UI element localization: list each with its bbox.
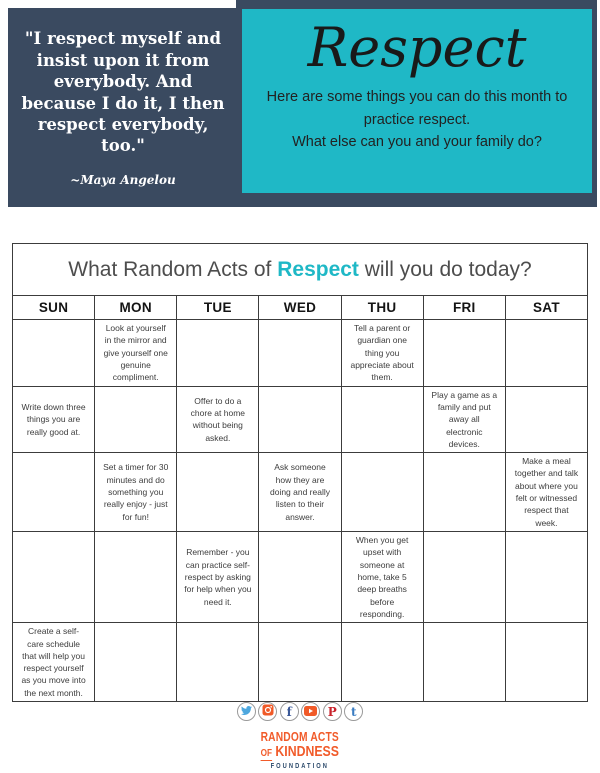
banner-line-2: What else can you and your family do? [292, 134, 542, 151]
quote-attribution: ~Maya Angelou [70, 172, 176, 187]
calendar-cell [177, 320, 259, 387]
calendar-cell [259, 320, 341, 387]
calendar-cell [505, 320, 587, 387]
banner-line-1: Here are some things you can do this month to practice respect. [266, 89, 568, 128]
rak-foundation-logo [0, 731, 600, 773]
calendar-week-row [13, 453, 588, 532]
logo-foundation: FOUNDATION [270, 763, 330, 770]
respect-calendar [12, 243, 588, 702]
calendar-title-suffix: will you do today? [358, 257, 532, 281]
calendar-cell: Create a self-care schedule that will help you respect yourself as you move into the next month. [13, 623, 95, 702]
quote-text: "I respect myself and insist upon it from everybody. And because I do it, I then respect everybody, too." [21, 29, 225, 156]
calendar-cell: Play a game as a family and put away all electronic devices. [423, 386, 505, 453]
facebook-icon: f [286, 704, 292, 719]
calendar-cell: Write down three things you are really good at. [13, 386, 95, 453]
day-header-fri: FRI [423, 296, 505, 320]
calendar-title-highlight: Respect [277, 257, 359, 281]
logo-of-kindness [261, 744, 339, 761]
calendar-cell [423, 320, 505, 387]
calendar-cell [423, 532, 505, 623]
calendar-cell: Remember - you can practice self-respect by asking for help when you need it. [177, 532, 259, 623]
day-header-thu: THU [341, 296, 423, 320]
calendar-cell [13, 453, 95, 532]
pinterest-icon: P [327, 704, 337, 719]
instagram-icon [262, 703, 274, 721]
pinterest-link[interactable] [323, 702, 342, 721]
calendar-title [13, 244, 588, 296]
calendar-cell: Ask someone how they are doing and really listen to their answer. [259, 453, 341, 532]
calendar-cell [177, 453, 259, 532]
tumblr-icon: t [350, 704, 357, 719]
day-header-wed: WED [259, 296, 341, 320]
calendar-cell [423, 453, 505, 532]
calendar-cell [95, 386, 177, 453]
calendar-cell: Look at yourself in the mirror and give yourself one genuine compliment. [95, 320, 177, 387]
calendar-cell [259, 386, 341, 453]
calendar-cell [505, 532, 587, 623]
calendar-cell [423, 623, 505, 702]
logo-kindness: KINDNESS [272, 742, 340, 760]
logo-of: OF [260, 747, 273, 759]
calendar-cell: Tell a parent or guardian one thing you appreciate about them. [341, 320, 423, 387]
calendar-week-row [13, 532, 588, 623]
tumblr-link[interactable] [344, 702, 363, 721]
twitter-icon [241, 703, 252, 721]
day-header-row [13, 296, 588, 320]
calendar-cell [13, 532, 95, 623]
calendar-cell [341, 453, 423, 532]
calendar-cell: When you get upset with someone at home, take 5 deep breaths before responding. [341, 532, 423, 623]
quote-box [8, 8, 238, 207]
day-header-sun: SUN [13, 296, 95, 320]
facebook-link[interactable] [280, 702, 299, 721]
instagram-link[interactable] [258, 702, 277, 721]
calendar-cell [259, 623, 341, 702]
calendar-cell [95, 623, 177, 702]
banner-title: Respect [307, 16, 527, 79]
youtube-link[interactable] [301, 702, 320, 721]
banner-intro-text [256, 86, 578, 153]
day-header-tue: TUE [177, 296, 259, 320]
calendar-cell [13, 320, 95, 387]
logo-random-acts: RANDOM ACTS [260, 730, 340, 744]
day-header-sat: SAT [505, 296, 587, 320]
calendar-week-row [13, 623, 588, 702]
calendar-cell [505, 386, 587, 453]
calendar-title-prefix: What Random Acts of [68, 257, 278, 281]
calendar-cell: Set a timer for 30 minutes and do something you really enjoy - just for fun! [95, 453, 177, 532]
calendar-week-row [13, 386, 588, 453]
calendar-cell [341, 386, 423, 453]
calendar-cell [505, 623, 587, 702]
youtube-icon [304, 703, 317, 721]
calendar-cell [341, 623, 423, 702]
social-links-row [0, 702, 600, 721]
calendar-cell [95, 532, 177, 623]
calendar-week-row [13, 320, 588, 387]
day-header-mon: MON [95, 296, 177, 320]
calendar-cell [177, 623, 259, 702]
respect-banner [242, 9, 592, 193]
calendar-cell [259, 532, 341, 623]
calendar-cell: Make a meal together and talk about where you felt or witnessed respect that week. [505, 453, 587, 532]
respect-banner-frame [236, 0, 597, 197]
twitter-link[interactable] [237, 702, 256, 721]
calendar-cell: Offer to do a chore at home without being asked. [177, 386, 259, 453]
